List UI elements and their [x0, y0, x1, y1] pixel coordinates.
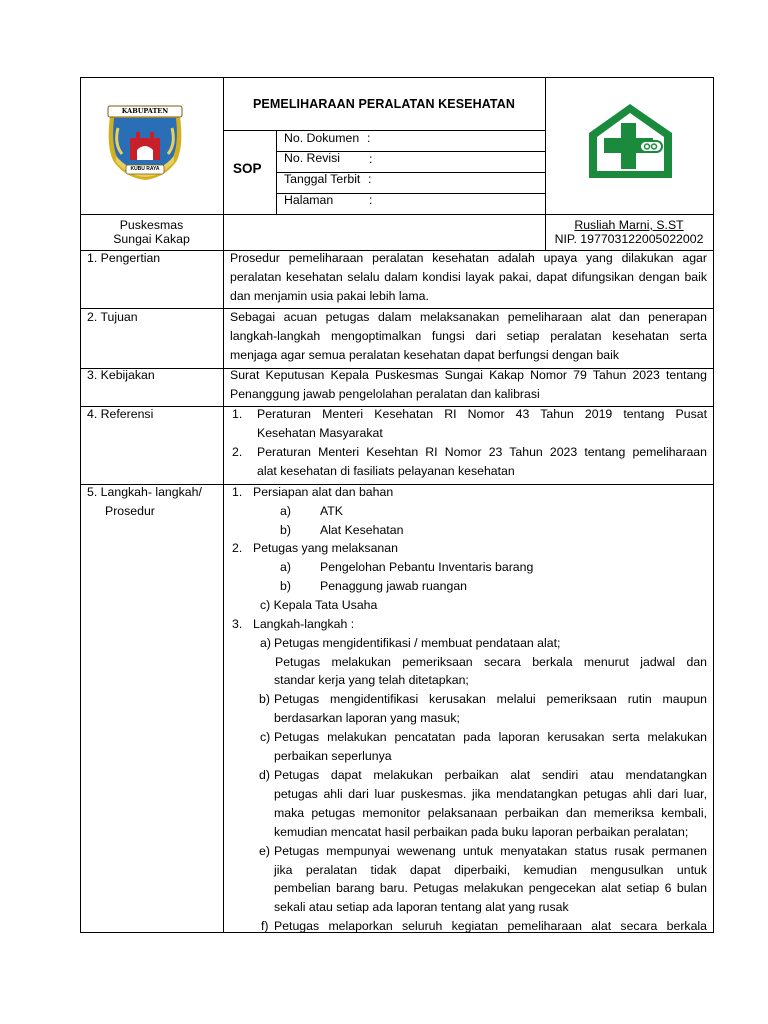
org-name-line2: Sungai Kakap — [113, 232, 190, 246]
procedure-letter: a) — [260, 636, 271, 650]
procedure-letter: f) — [261, 919, 269, 933]
procedure-line: berdasarkan laporan yang masuk; — [274, 711, 460, 725]
kebijakan-label: 3. Kebijakan — [87, 368, 155, 382]
procedure-line: standar kerja yang telah ditetapkan; — [274, 673, 469, 687]
referensi-item-line: Peraturan Menteri Kesehatan RI Nomor 43 Tahun 2019 tentang Pusat — [257, 407, 707, 421]
org-name-line1: Puskesmas — [119, 218, 184, 232]
signer-nip: NIP. 197703122005022002 — [554, 232, 704, 246]
kebijakan-line: Penanggung jawab pengelolahan peralatan dan kalibrasi — [230, 387, 540, 401]
procedure-letter: c) — [260, 730, 271, 744]
tujuan-line: menjaga agar semua peralatan kesehatan dapat berfungsi dengan baik — [230, 348, 619, 362]
procedure-line: Petugas mengidentifikasi / membuat pendataan alat; — [274, 636, 561, 650]
referensi-item-line: Peraturan Menteri Kesehtan RI Nomor 23 Tahun 2023 tentang pemeliharaan — [257, 445, 707, 459]
meta-no-dokumen-label: No. Dokumen — [284, 131, 360, 145]
crest-top-text: KABUPATEN — [121, 107, 169, 115]
sub-step-text: ATK — [320, 504, 344, 518]
procedure-line: jika peralatan tidak dapat diperbaiki, kemudian mengusulkan untuk — [274, 863, 707, 877]
procedure-line: petugas ahli dari luar puskesmas. jika mendatangkan petugas ahli dari luar, — [274, 787, 707, 801]
tujuan-line: Sebagai acuan petugas dalam melaksanakan pemeliharaan alat dan penerapan — [230, 310, 707, 324]
meta-halaman-label: Halaman — [284, 193, 334, 207]
procedure-letter: b) — [259, 692, 270, 706]
meta-halaman-sep: : — [369, 193, 373, 207]
tujuan-line: langkah-langkah mengoptimalkan fungsi dari setiap peralatan kesehatan serta — [230, 329, 707, 343]
step-number: 3. — [232, 617, 243, 631]
sub-step-letter: a) — [280, 560, 291, 574]
referensi-label: 4. Referensi — [87, 407, 154, 421]
step-number: 2. — [232, 541, 243, 555]
procedure-line: Petugas melakukan pemeriksaan secara berkala menurut jadwal dan — [275, 655, 707, 669]
procedure-line: kemudian mencatat hasil perbaikan pada buku laporan perbaikan peralatan; — [274, 825, 689, 839]
meta-no-revisi-sep: : — [369, 152, 373, 166]
referensi-item-line: Kesehatan Masyarakat — [257, 426, 383, 440]
document-title: PEMELIHARAAN PERALATAN KESEHATAN — [253, 97, 515, 111]
kebijakan-line: Surat Keputusan Kepala Puskesmas Sungai Kakap Nomor 79 Tahun 2023 tentang — [230, 368, 707, 382]
signer-name: Rusliah Marni, S.ST — [574, 218, 684, 232]
meta-no-dokumen-sep: : — [367, 131, 371, 145]
procedure-line: pembelian barang baru. Petugas melakukan pengecekan alat setiap 6 bulan — [274, 881, 707, 895]
pengertian-label: 1. Pengertian — [87, 251, 161, 265]
langkah-label-line2: Prosedur — [105, 504, 155, 518]
sop-label: SOP — [233, 161, 262, 176]
step-text: Langkah-langkah : — [253, 617, 355, 631]
procedure-letter: d) — [259, 768, 270, 782]
procedure-line: Petugas melaporkan seluruh kegiatan pemeliharaan alat secara berkala — [274, 919, 707, 933]
crest-bottom-text: KUBU RAYA — [130, 166, 160, 172]
sub-step-text: Alat Kesehatan — [320, 523, 404, 537]
pengertian-line: peralatan kesehatan selalu dalam kondisi layak pakai, dapat difungsikan dengan baik — [230, 270, 707, 284]
step-number: 1. — [232, 485, 243, 499]
procedure-line: Petugas mengidentifikasi kerusakan melalui pemeriksaan rutin maupun — [274, 692, 707, 706]
procedure-letter: e) — [259, 844, 270, 858]
sub-step-letter: b) — [280, 523, 291, 537]
procedure-line: Petugas melakukan pencatatan pada laporan kerusakan serta melakukan — [274, 730, 707, 744]
pengertian-line: Prosedur pemeliharaan peralatan kesehatan adalah upaya yang dilakukan agar — [230, 251, 707, 265]
puskesmas-logo — [584, 101, 677, 181]
sub-step-letter: b) — [280, 579, 291, 593]
procedure-line: sekali atau setiap ada laporan tentang alat yang rusak — [274, 900, 569, 914]
kabupaten-crest-logo — [104, 98, 186, 182]
meta-tanggal-terbit-sep: : — [368, 172, 372, 186]
procedure-line: Petugas mempunyai wewenang untuk menyatakan status rusak permanen — [274, 844, 707, 858]
langkah-label-line1: 5. Langkah- langkah/ — [87, 485, 202, 499]
procedure-line: maka petugas memonitor pelaksanaan perbaikan dan memeriksa kembali, — [274, 806, 707, 820]
referensi-item-number: 2. — [232, 445, 243, 459]
sub-step-text: Penaggung jawab ruangan — [320, 579, 468, 593]
referensi-item-line: alat kesehatan di fasiliats pelayanan kesehatan — [257, 464, 515, 478]
step-text: Persiapan alat dan bahan — [253, 485, 394, 499]
meta-tanggal-terbit-label: Tanggal Terbit — [284, 172, 361, 186]
sub-step-text: c) Kepala Tata Usaha — [260, 598, 378, 612]
meta-no-revisi-label: No. Revisi — [284, 151, 341, 165]
step-text: Petugas yang melaksanan — [253, 541, 398, 555]
referensi-item-number: 1. — [232, 407, 243, 421]
procedure-line: perbaikan seperlunya — [274, 749, 392, 763]
sub-step-letter: a) — [280, 504, 291, 518]
procedure-line: Petugas dapat melakukan perbaikan alat sendiri atau mendatangkan — [274, 768, 707, 782]
tujuan-label: 2. Tujuan — [87, 310, 138, 324]
pengertian-line: dan menjamin usia pakai lebih lama. — [230, 289, 429, 303]
sub-step-text: Pengelohan Pebantu Inventaris barang — [320, 560, 534, 574]
